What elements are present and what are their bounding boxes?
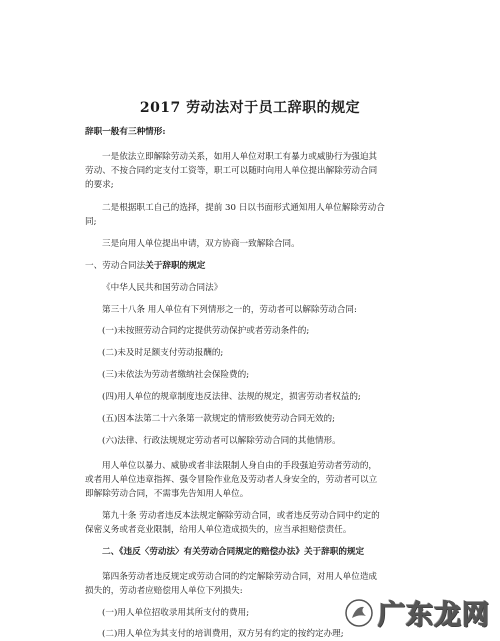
paragraph-line: 劳动、不按合同约定支付工资等，职工可以随时向用人单位提出解除劳动合同 [85,166,378,176]
paragraph-line: 用人单位以暴力、威胁或者非法限制人身自由的手段强迫劳动者劳动的， [102,461,378,471]
paragraph-line: 损失的，劳动者应赔偿用人单位下列损失: [85,586,243,596]
paragraph-line: 的要求; [85,180,114,190]
section-heading-1 [85,259,435,273]
list-item: (三)未依法为劳动者缴纳社会保险费的; [102,370,250,380]
watermark-text: 广东龙网 [378,600,490,631]
paragraph-line: 同; [85,217,97,227]
list-item: (一)未按照劳动合同约定提供劳动保护或者劳动条件的; [102,326,310,336]
paragraph-line: 一是依法立即解除劳动关系，如用人单位对职工有暴力或威胁行为强迫其 [102,152,378,162]
section-heading-2: 二、《违反〈劳动法〉有关劳动合同规定的赔偿办法》关于辞职的规定 [102,547,365,557]
intro-heading: 辞职一般有三种情形: [85,127,166,137]
list-item: (二)用人单位为其支付的培训费用，双方另有约定的按约定办理; [102,629,344,639]
section-heading-bold: 关于辞职的规定 [145,261,206,271]
paragraph-line: 或者用人单位违章指挥、强令冒险作业危及劳动者人身安全的，劳动者可以立 [85,475,378,485]
paragraph-line: 即解除劳动合同，不需事先告知用人单位。 [85,489,249,499]
law-title: 《中华人民共和国劳动合同法》 [102,283,223,293]
watermark [344,593,490,632]
document-title: 2017 劳动法对于员工辞职的规定 [139,100,361,116]
list-item: (四)用人单位的规章制度违反法律、法规的规定，损害劳动者权益的; [102,392,361,402]
paragraph-line: 三是向用人单位提出申请，双方协商一致解除合同。 [102,239,300,249]
watermark-logo-icon [344,598,374,628]
list-item: (五)因本法第二十六条第一款规定的情形致使劳动合同无效的; [102,414,336,424]
list-item: (一)用人单位招收录用其所支付的费用; [102,608,250,618]
paragraph-line: 保密义务或者竞业限制，给用人单位造成损失的，应当承担赔偿责任。 [85,525,352,535]
list-item: (二)未及时足额支付劳动报酬的; [102,348,224,358]
paragraph-line: 第四条劳动者违反规定或劳动合同的约定解除劳动合同，对用人单位造成 [102,572,378,582]
section-heading-prefix: 一、劳动合同法 [85,261,146,271]
article-38: 第三十八条 用人单位有下列情形之一的，劳动者可以解除劳动合同: [102,305,357,315]
paragraph-line: 第九十条 劳动者违反本法规定解除劳动合同，或者违反劳动合同中约定的 [102,511,380,521]
paragraph-line: 二是根据职工自己的选择，提前 30 日以书面形式通知用人单位解除劳动合 [102,203,385,213]
list-item: (六)法律、行政法规规定劳动者可以解除劳动合同的其他情形。 [102,436,341,446]
